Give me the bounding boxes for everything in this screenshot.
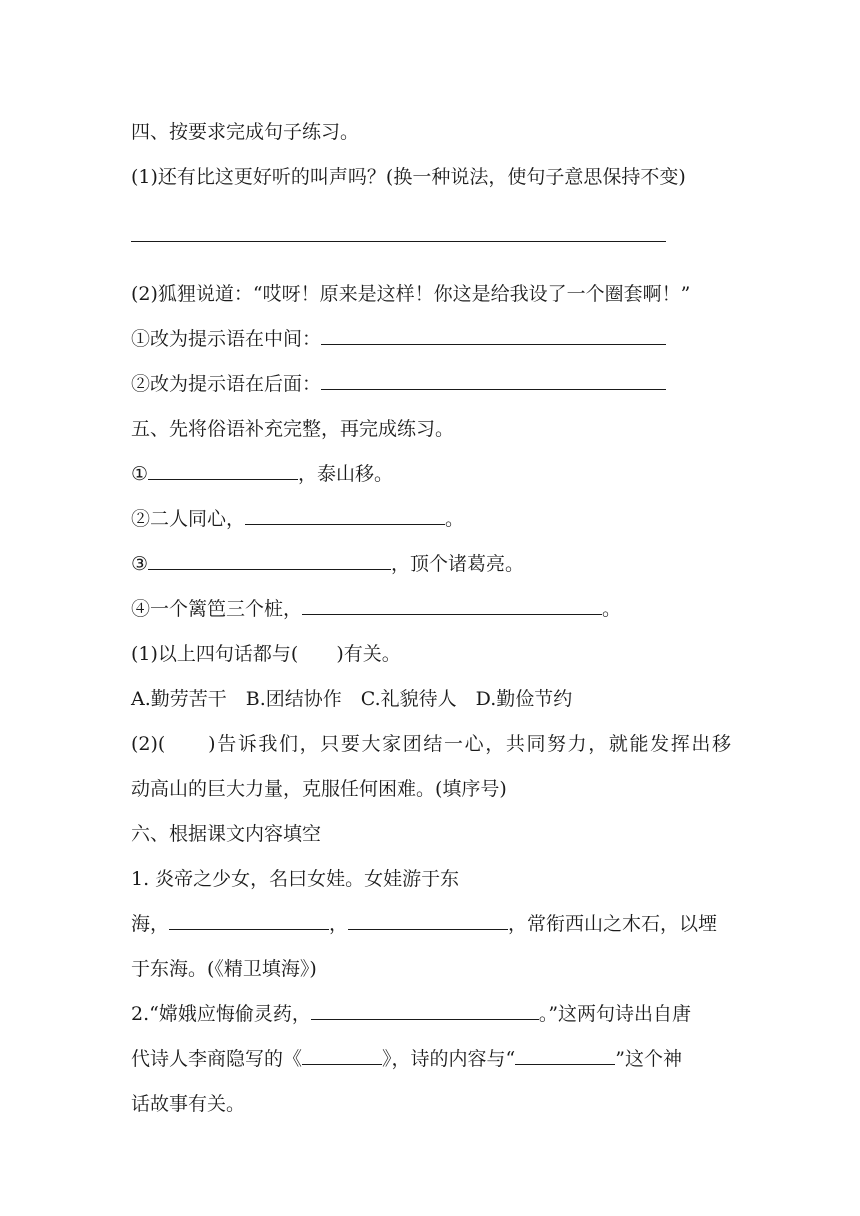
answer-blank[interactable] — [245, 505, 445, 525]
section-4-heading: 四、按要求完成句子练习。 — [131, 121, 360, 143]
answer-line-4-1 — [131, 200, 731, 272]
proverb-3 — [131, 542, 731, 587]
answer-blank[interactable] — [148, 460, 298, 480]
item-6-2-l2-mid: 》，诗的内容与“ — [382, 1048, 516, 1070]
item-6-1-line3: 于东海。(《精卫填海》) — [131, 958, 317, 980]
proverb-4-text: ④一个篱笆三个桩， — [131, 598, 303, 620]
proverb-2 — [131, 497, 731, 542]
item-6-2-l2-prefix: 代诗人李商隐写的《 — [131, 1048, 303, 1070]
question-4-1: (1)还有比这更好听的叫声吗？(换一种说法，使句子意思保持不变) — [131, 166, 686, 188]
question-4-2: (2)狐狸说道：“哎呀！原来是这样！你这是给我设了一个圈套啊！” — [131, 283, 691, 305]
proverb-1-text: ，泰山移。 — [298, 463, 394, 485]
answer-blank[interactable] — [311, 1000, 539, 1020]
proverb-4-end: 。 — [602, 598, 622, 620]
item-6-2-line1 — [131, 992, 731, 1037]
proverb-2-end: 。 — [445, 508, 465, 530]
answer-blank[interactable] — [321, 325, 666, 345]
question-4-2a — [131, 317, 731, 362]
item-6-2-l2-suffix: ”这个神 — [615, 1048, 682, 1070]
item-6-2-suffix: 。”这两句诗出自唐 — [538, 1003, 692, 1025]
answer-blank[interactable] — [348, 910, 508, 930]
question-5-2-line2: 动高山的巨大力量，克服任何困难。(填序号) — [131, 778, 507, 800]
answer-blank[interactable] — [302, 595, 602, 615]
item-6-1-suffix: ，常衔西山之木石，以堙 — [508, 913, 718, 935]
proverb-4 — [131, 587, 731, 632]
section-6-heading: 六、根据课文内容填空 — [131, 823, 322, 845]
answer-blank[interactable] — [148, 550, 391, 570]
item-6-2-prefix: 2.“嫦娥应悔偷灵药， — [131, 1003, 311, 1025]
proverb-3-text: ，顶个诸葛亮。 — [391, 553, 525, 575]
proverb-1-number: ① — [131, 463, 149, 485]
item-6-2-line2 — [131, 1037, 731, 1082]
section-5-heading: 五、先将俗语补充完整，再完成练习。 — [131, 418, 455, 440]
item-6-1-line1: 1. 炎帝之少女，名曰女娃。女娃游于东 — [131, 868, 460, 890]
question-4-2a-label: ①改为提示语在中间： — [131, 328, 322, 350]
proverb-2-text: ②二人同心， — [131, 508, 246, 530]
item-6-1-comma: ， — [329, 913, 349, 935]
item-6-1-line2 — [131, 902, 731, 947]
question-4-2b — [131, 362, 731, 407]
question-5-1: (1)以上四句话都与( )有关。 — [131, 643, 401, 665]
question-5-1-options: A.勤劳苦干 B.团结协作 C.礼貌待人 D.勤俭节约 — [131, 688, 573, 710]
item-6-1-prefix: 海， — [131, 913, 170, 935]
answer-blank[interactable] — [515, 1045, 615, 1065]
answer-blank[interactable] — [131, 222, 666, 242]
question-5-2-line1: (2)( )告诉我们，只要大家团结一心，共同努力，就能发挥出移 — [131, 733, 731, 755]
answer-blank[interactable] — [169, 910, 329, 930]
question-4-2b-label: ②改为提示语在后面： — [131, 373, 322, 395]
worksheet-page — [131, 110, 731, 1127]
answer-blank[interactable] — [302, 1045, 382, 1065]
item-6-2-line3: 话故事有关。 — [131, 1093, 246, 1115]
proverb-1 — [131, 452, 731, 497]
answer-blank[interactable] — [321, 370, 666, 390]
proverb-3-number: ③ — [131, 553, 149, 575]
